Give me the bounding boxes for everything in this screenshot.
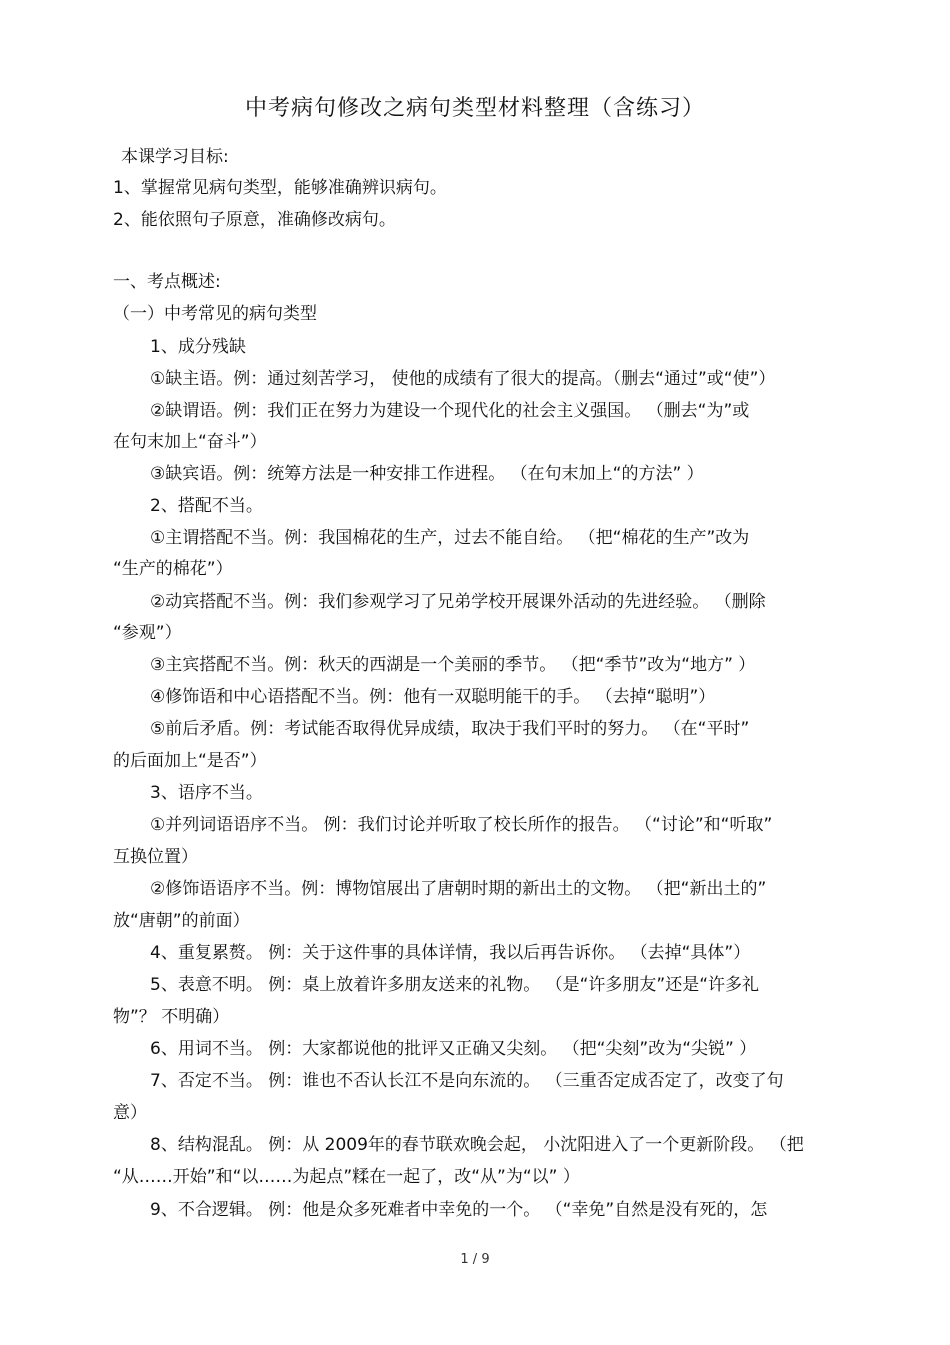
text-line: ③主宾搭配不当。例：秋天的西湖是一个美丽的季节。 （把“季节”改为“地方” ） [150,655,756,675]
page-title: 中考病句修改之病句类型材料整理（含练习） [244,96,705,121]
text-line: 9、不合逻辑。 例：他是众多死难者中幸免的一个。 （“幸免”自然是没有死的，怎 [150,1200,768,1220]
text-line: 放“唐朝”的前面） [113,911,250,931]
section-heading: 一、考点概述: [113,272,221,292]
text-line: ④修饰语和中心语搭配不当。例：他有一双聪明能干的手。 （去掉“聪明”） [150,687,716,707]
text-line: “从……开始”和“以……为起点”糅在一起了，改“从”为“以” ） [113,1167,580,1187]
text-line: ②动宾搭配不当。例：我们参观学习了兄弟学校开展课外活动的先进经验。 （删除 [150,592,766,612]
page-number: 1 / 9 [460,1252,490,1267]
text-line: 1、掌握常见病句类型，能够准确辨识病句。 [113,178,447,198]
subsection-heading: （一）中考常见的病句类型 [113,304,317,324]
text-line: ⑤前后矛盾。例：考试能否取得优异成绩，取决于我们平时的努力。 （在“平时” [150,719,750,739]
text-line: 物”？ 不明确） [113,1007,230,1027]
text-line: 5、表意不明。 例：桌上放着许多朋友送来的礼物。 （是“许多朋友”还是“许多礼 [150,975,760,995]
text-line: 互换位置） [113,847,198,867]
text-line: 在句末加上“奋斗”） [113,432,267,452]
text-line: ①主谓搭配不当。例：我国棉花的生产，过去不能自给。 （把“棉花的生产”改为 [150,528,750,548]
text-line: 1、成分残缺 [150,337,246,357]
text-line: 2、能依照句子原意，准确修改病句。 [113,210,396,230]
text-line: 4、重复累赘。 例：关于这件事的具体详情，我以后再告诉你。 （去掉“具体”） [150,943,751,963]
text-line: “生产的棉花”） [113,559,233,579]
text-line: 7、否定不当。 例：谁也不否认长江不是向东流的。 （三重否定成否定了，改变了句 [150,1071,784,1091]
text-line: ②修饰语语序不当。例：博物馆展出了唐朝时期的新出土的文物。 （把“新出土的” [150,879,767,899]
text-line: 的后面加上“是否”） [113,751,267,771]
text-line: 本课学习目标: [121,147,229,167]
text-line: ①并列词语语序不当。 例：我们讨论并听取了校长所作的报告。 （“讨论”和“听取” [150,815,773,835]
text-line: 3、语序不当。 [150,783,263,803]
text-line: 6、用词不当。 例：大家都说他的批评又正确又尖刻。 （把“尖刻”改为“尖锐” ） [150,1039,757,1059]
text-line: 意） [113,1103,147,1123]
text-line: 8、结构混乱。 例：从 2009年的春节联欢晚会起， 小沈阳进入了一个更新阶段。 （把 [150,1135,804,1155]
text-line: “参观”） [113,623,182,643]
text-line: ②缺谓语。例：我们正在努力为建设一个现代化的社会主义强国。 （删去“为”或 [150,401,750,421]
text-line: ③缺宾语。例：统筹方法是一种安排工作进程。 （在句末加上“的方法” ） [150,464,704,484]
text-line: ①缺主语。例：通过刻苦学习， 使他的成绩有了很大的提高。（删去“通过”或“使”） [150,369,776,389]
text-line: 2、搭配不当。 [150,496,263,516]
